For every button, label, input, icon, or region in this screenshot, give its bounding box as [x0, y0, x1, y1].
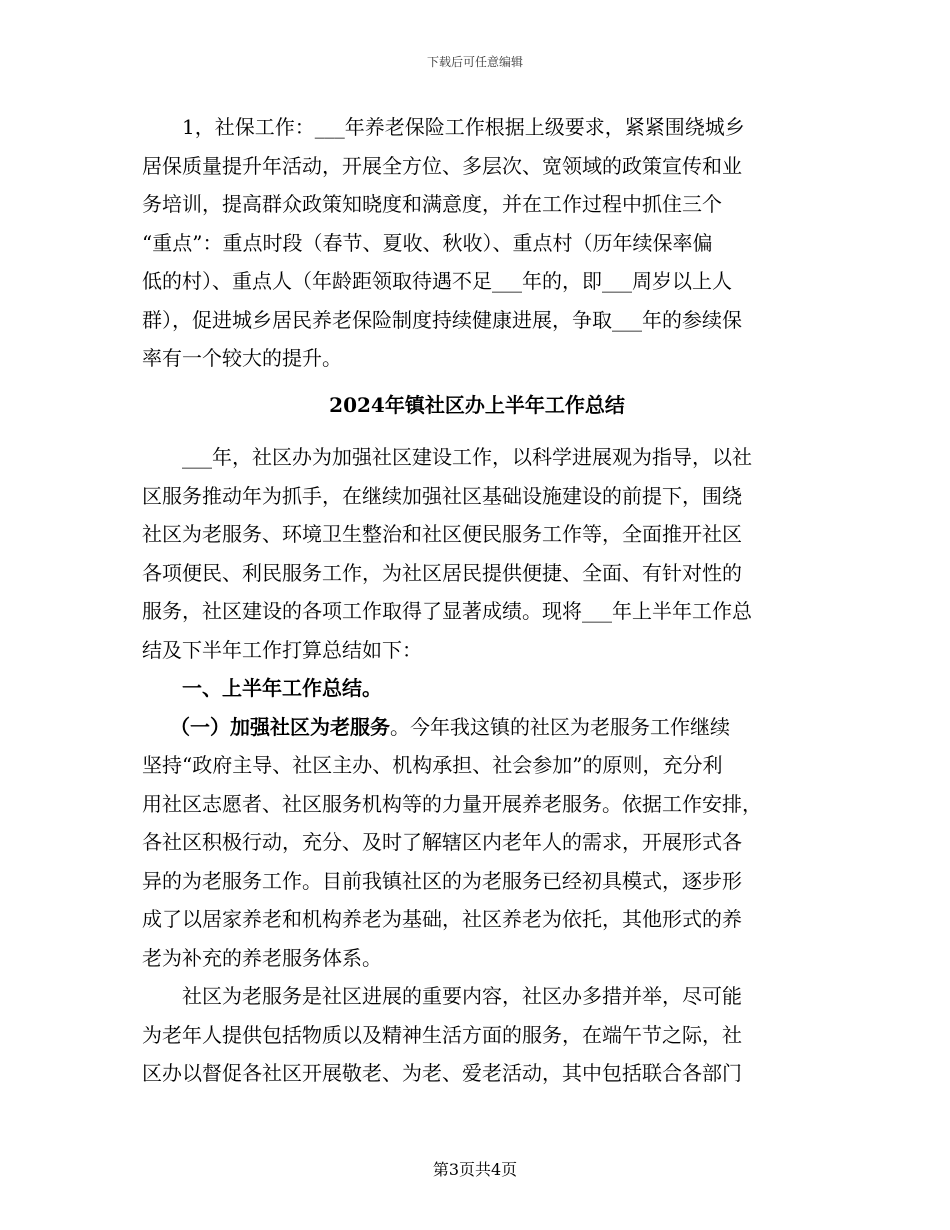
intro-paragraph: [142, 108, 812, 378]
text-line: 率有一个较大的提升。: [142, 346, 342, 370]
section-heading: 一、上半年工作总结。: [182, 676, 382, 700]
text-line: 区服务推动年为抓手，在继续加强社区基础设施建设的前提下，围绕: [142, 483, 742, 508]
document-body: [142, 108, 812, 1093]
elderly-service-paragraph: [142, 708, 812, 978]
text-line: 坚持“政府主导、社区主办、机构承担、社会参加”的原则，充分利: [142, 753, 723, 777]
text-line: 结及下半年工作打算总结如下：: [142, 637, 422, 662]
text-line: 社区为老服务、环境卫生整治和社区便民服务工作等，全面推开社区: [142, 522, 742, 546]
text-line: 各社区积极行动，充分、及时了解辖区内老年人的需求，开展形式各: [142, 830, 742, 854]
opening-paragraph: [142, 438, 812, 669]
text-line: 居保质量提升年活动，开展全方位、多层次、宽领域的政策宣传和业: [142, 153, 742, 178]
text-line: 为老年人提供包括物质以及精神生活方面的服务，在端午节之际，社: [142, 1022, 742, 1047]
page-number: 第3页共4页: [432, 1160, 518, 1179]
text-line: 社区为老服务是社区进展的重要内容，社区办多措并举，尽可能: [182, 984, 742, 1008]
text-line: 群），促进城乡居民养老保险制度持续健康进展，争取___年的参续保: [142, 307, 742, 332]
subsection-heading: （一）加强社区为老服务: [170, 714, 390, 739]
text-line: 服务，社区建设的各项工作取得了显著成绩。现将___年上半年工作总: [142, 599, 752, 623]
document-title: 2024年镇社区办上半年工作总结: [329, 392, 625, 417]
text-line: 老为补充的养老服务体系。: [142, 945, 382, 970]
text-line: ___年，社区办为加强社区建设工作，以科学进展观为指导，以社: [182, 445, 752, 469]
subsection-text: 。今年我这镇的社区为老服务工作继续: [390, 714, 730, 739]
text-line: “重点”：重点时段（春节、夏收、秋收）、重点村（历年续保率偏: [142, 230, 713, 255]
text-line: 区办以督促各社区开展敬老、为老、爱老活动，其中包括联合各部门: [142, 1061, 742, 1085]
text-line: 用社区志愿者、社区服务机构等的力量开展养老服务。依据工作安排，: [142, 791, 762, 816]
community-service-paragraph: [142, 977, 812, 1093]
text-line: 1，社保工作：___年养老保险工作根据上级要求，紧紧围绕城乡: [182, 115, 745, 139]
text-line: 成了以居家养老和机构养老为基础，社区养老为依托，其他形式的养: [142, 907, 742, 931]
text-line: [142, 708, 812, 747]
text-line: 务培训，提高群众政策知晓度和满意度，并在工作过程中抓住三个: [142, 192, 722, 216]
text-line: 低的村）、重点人（年龄距领取待遇不足___年的，即___周岁以上人: [142, 269, 732, 293]
text-line: 异的为老服务工作。目前我镇社区的为老服务已经初具模式，逐步形: [142, 868, 742, 893]
page-header-note: 下载后可任意编辑: [426, 55, 523, 69]
text-line: 各项便民、利民服务工作，为社区居民提供便捷、全面、有针对性的: [142, 560, 742, 585]
